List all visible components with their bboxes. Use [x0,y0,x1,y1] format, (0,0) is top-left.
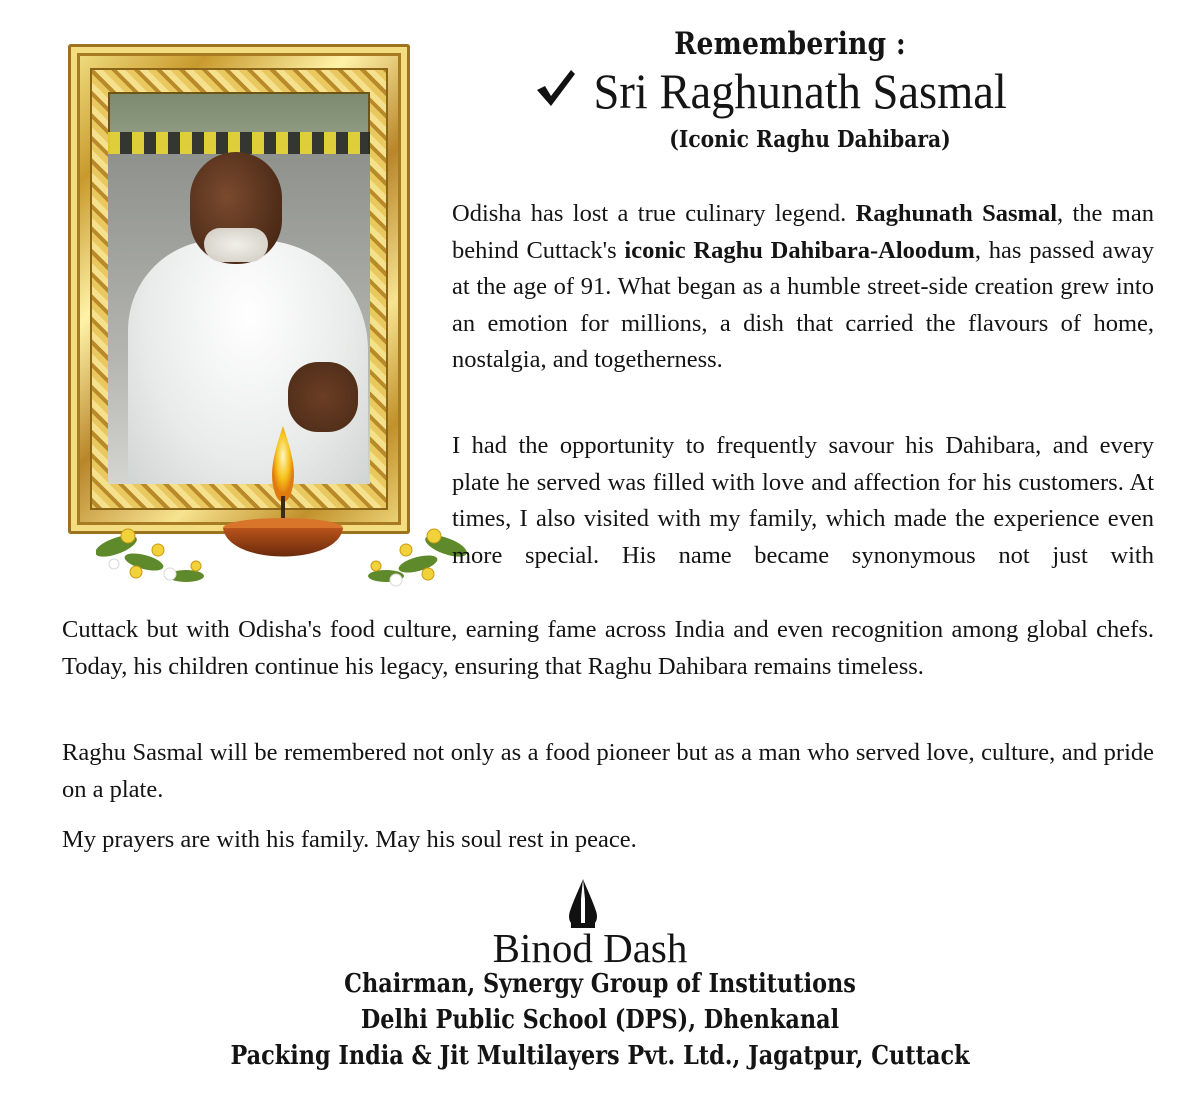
p1-text-a: Odisha has lost a true culinary legend. [452,200,856,227]
signatory-name: Binod Dash [492,925,688,971]
deceased-name-row [520,62,1080,120]
tribute-paragraph-3: Raghu Sasmal will be remembered not only as a food pioneer but as a man who served love, culture, and pride on a plate. [62,739,1154,803]
p1-bold-name: Raghunath Sasmal [855,200,1058,227]
photo-subject-beard [204,228,268,262]
diya-lamp-icon [218,416,348,586]
tribute-paragraph-1 [452,196,1154,379]
p1-text-e: , has passed away at the age of 91. What began as a humble street-side creation grew into an emotion for millions, a dish that carried the flavours of home, nostalgia, and togetherness. [452,236,1154,374]
p1-text-c: , the man behind Cuttack's [452,200,1154,264]
signatory-title-1: Chairman, Synergy Group of Institutions [344,969,856,999]
portrait-frame [68,44,410,548]
tribute-paragraph-4: My prayers are with his family. May his soul rest in peace. [62,826,637,853]
tribute-paragraph-2-top: I had the opportunity to frequently savour his Dahibara, and every plate he served was filled with love and affection for his customers. At times, I also visited with my family, which made the experience even more special. His name became synonymous not just with [452,432,1154,569]
praying-hands-icon [566,877,600,929]
remembering-heading: Remembering : [674,26,906,62]
signatory-title-2: Delhi Public School (DPS), Dhenkanal [360,1005,840,1035]
p1-bold-dish: iconic Raghu Dahibara-Aloodum [624,236,975,264]
deceased-name: Sri Raghunath Sasmal [593,63,1007,119]
signatory-title-3: Packing India & Jit Multilayers Pvt. Ltd., Jagatpur, Cuttack [230,1041,970,1071]
deceased-subtitle: (Iconic Raghu Dahibara) [669,126,951,153]
photo-background-fence [108,132,370,154]
tribute-paragraph-2-bottom: Cuttack but with Odisha's food culture, earning fame across India and even recognition among global chefs. Today, his children continue his legacy, ensuring that Raghu Dahibara remains timeless. [62,616,1154,680]
